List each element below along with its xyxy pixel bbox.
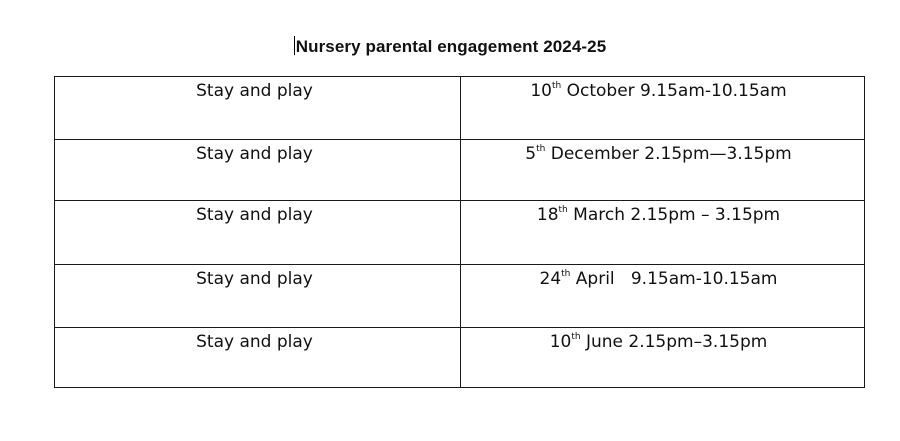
event-cell <box>55 77 461 140</box>
date-cell <box>461 140 865 201</box>
date-day: 24 <box>539 269 562 289</box>
date-ordinal-suffix: th <box>561 269 571 279</box>
event-cell <box>55 328 461 388</box>
event-date <box>461 77 864 101</box>
date-details: June 2.15pm–3.15pm <box>580 332 768 352</box>
document-title <box>0 36 900 57</box>
date-day: 10 <box>549 332 572 352</box>
event-date <box>461 265 864 289</box>
date-details: April 9.15am-10.15am <box>570 269 778 289</box>
event-cell <box>55 140 461 201</box>
event-name: Stay and play <box>196 81 313 101</box>
event-date <box>461 140 864 164</box>
table-row <box>55 140 865 201</box>
date-day: 5 <box>525 144 537 164</box>
table-row <box>55 265 865 328</box>
date-cell <box>461 328 865 388</box>
date-details: March 2.15pm – 3.15pm <box>567 205 781 225</box>
date-ordinal-suffix: th <box>551 81 562 91</box>
event-cell <box>55 201 461 265</box>
text-cursor <box>294 36 295 55</box>
date-cell <box>461 265 865 328</box>
event-cell <box>55 265 461 328</box>
event-name: Stay and play <box>196 205 313 225</box>
date-details: October 9.15am-10.15am <box>561 81 787 101</box>
event-name: Stay and play <box>196 144 313 164</box>
engagement-schedule-table <box>54 76 865 388</box>
table-row <box>55 328 865 388</box>
document-title-text: Nursery parental engagement 2024-25 <box>295 37 607 56</box>
date-details: December 2.15pm—3.15pm <box>545 144 792 164</box>
date-cell <box>461 201 865 265</box>
date-ordinal-suffix: th <box>536 144 546 154</box>
event-date <box>461 328 864 352</box>
date-ordinal-suffix: th <box>558 205 568 215</box>
event-date <box>461 201 864 225</box>
event-name: Stay and play <box>196 332 313 352</box>
date-cell <box>461 77 865 140</box>
date-ordinal-suffix: th <box>571 332 581 342</box>
table-row <box>55 77 865 140</box>
date-day: 18 <box>536 205 559 225</box>
table-row <box>55 201 865 265</box>
date-day: 10 <box>530 81 552 101</box>
event-name: Stay and play <box>196 269 313 289</box>
